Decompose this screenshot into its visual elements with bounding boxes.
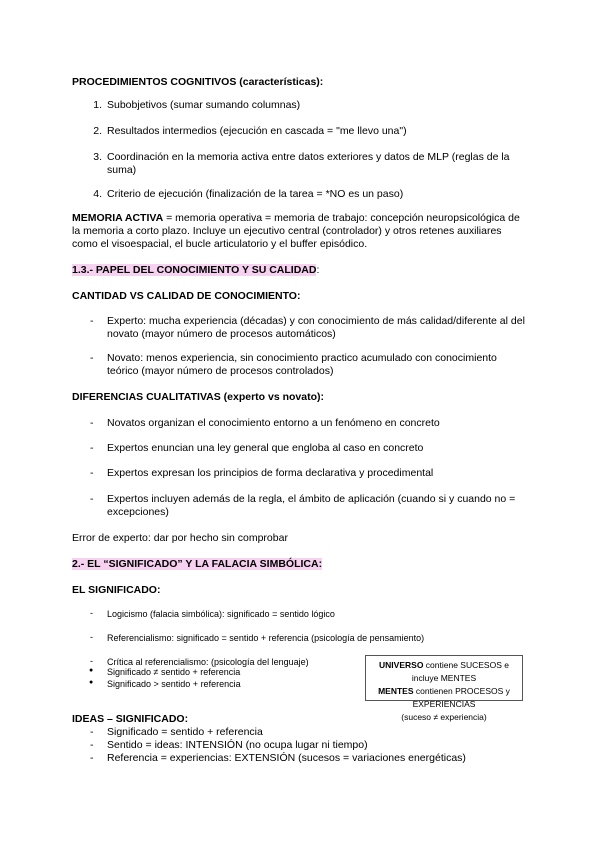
list-item: Significado = sentido + referencia <box>107 726 263 738</box>
box-line-2 <box>366 685 522 711</box>
list-item: Expertos enuncian una ley general que engloba al caso en concreto <box>107 442 424 454</box>
list-number: 1. <box>93 99 102 111</box>
list-item: Coordinación en la memoria activa entre datos exteriores y datos de MLP (reglas de la suma) <box>107 151 510 176</box>
box-line-3: (suceso ≠ experiencia) <box>401 712 487 722</box>
section-2-title <box>72 558 322 570</box>
dash-marker: - <box>90 352 94 364</box>
box-mentes-bold: MENTES <box>378 686 414 696</box>
box-text: contienen PROCESOS y EXPERIENCIAS <box>412 686 510 709</box>
list-item: Significado > sentido + referencia <box>107 679 241 689</box>
ideas-heading: IDEAS – SIGNIFICADO: <box>72 713 189 725</box>
list-item: Expertos expresan los principios de forma declarativa y procedimental <box>107 467 434 479</box>
dash-marker: - <box>90 632 93 642</box>
list-item: Novatos organizan el conocimiento entorno a un fenómeno en concreto <box>107 417 440 429</box>
list-item: Crítica al referencialismo: (psicología del lenguaje) <box>107 657 309 667</box>
cantidad-heading: CANTIDAD VS CALIDAD DE CONOCIMIENTO: <box>72 290 301 302</box>
bullet-marker: ● <box>89 679 94 686</box>
list-number: 2. <box>93 125 102 137</box>
list-item: Referencialismo: significado = sentido + referencia (psicología de pensamiento) <box>107 633 425 643</box>
box-mentes: MENTES <box>440 673 477 683</box>
list-item: Logicismo (falacia simbólica): significado = sentido lógico <box>107 609 335 619</box>
list-item: Experto: mucha experiencia (décadas) y con conocimiento de más calidad/diferente al del novato (mayor número de procesos automáticos) <box>107 315 525 340</box>
list-item: Significado ≠ sentido + referencia <box>107 667 241 677</box>
list-item: Subobjetivos (sumar sumando columnas) <box>107 99 301 111</box>
list-number: 4. <box>93 188 102 200</box>
dash-marker: - <box>90 442 94 454</box>
significado-heading: EL SIGNIFICADO: <box>72 584 161 596</box>
dash-marker: - <box>90 608 93 618</box>
universo-box <box>365 655 523 722</box>
bullet-marker: ● <box>89 667 94 674</box>
dash-marker: - <box>90 493 94 505</box>
box-text: contiene SUCESOS e incluye <box>411 660 509 683</box>
diferencias-heading: DIFERENCIAS CUALITATIVAS (experto vs novato): <box>72 391 325 403</box>
section-1-3-highlight: 1.3.- PAPEL DEL CONOCIMIENTO Y SU CALIDAD <box>72 264 317 276</box>
error-experto: Error de experto: dar por hecho sin comprobar <box>72 532 288 544</box>
list-item: Sentido = ideas: INTENSIÓN (no ocupa lugar ni tiempo) <box>107 739 368 751</box>
dash-marker: - <box>90 417 94 429</box>
list-item: Criterio de ejecución (finalización de la tarea = *NO es un paso) <box>107 188 404 200</box>
dash-marker: - <box>90 315 94 327</box>
list-item: Resultados intermedios (ejecución en cascada = "me llevo una") <box>107 125 407 137</box>
box-line-1 <box>366 659 522 685</box>
memoria-paragraph <box>72 212 527 251</box>
dash-marker: - <box>90 656 93 666</box>
list-item: Expertos incluyen además de la regla, el ámbito de aplicación (cuando si y cuando no = excepciones) <box>107 493 516 518</box>
section-1-3-suffix: : <box>316 264 320 276</box>
list-number: 3. <box>93 151 102 163</box>
dash-marker: - <box>90 467 94 479</box>
list-item: Novato: menos experiencia, sin conocimiento practico acumulado con conocimiento teórico (mayor número de procesos controlados) <box>107 352 497 377</box>
dash-marker: - <box>90 726 94 738</box>
box-universo: UNIVERSO <box>379 660 424 670</box>
memoria-term: MEMORIA ACTIVA <box>72 212 164 224</box>
dash-marker: - <box>90 739 94 751</box>
list-item: Referencia = experiencias: EXTENSIÓN (sucesos = variaciones energéticas) <box>107 752 466 764</box>
memoria-text: = memoria operativa = memoria de trabajo: concepción neuropsicológica de la memoria a corto plazo. Incluye un ejecutivo central (controlador) y otros retenes auxiliares como el visoespacial, el bucle articulatorio y el buffer episódico. <box>72 212 520 250</box>
section-2-highlight: 2.- EL “SIGNIFICADO” Y LA FALACIA SIMBÓLICA: <box>72 558 323 570</box>
section-1-3-title <box>72 264 319 276</box>
dash-marker: - <box>90 752 94 764</box>
heading-procedimientos: PROCEDIMIENTOS COGNITIVOS (características): <box>72 76 324 88</box>
